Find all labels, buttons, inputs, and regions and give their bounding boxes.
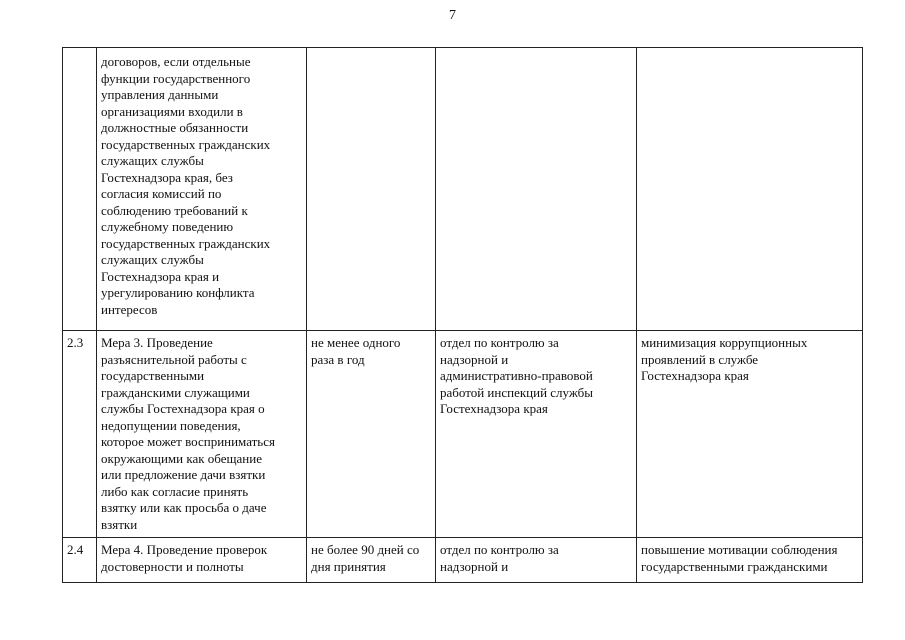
- table-row: [63, 48, 863, 331]
- term-cell: [307, 538, 436, 583]
- result-cell: [637, 48, 863, 331]
- row-number-cell: [63, 538, 97, 583]
- row-number: 2.3: [67, 335, 84, 350]
- measure-cell: [97, 331, 307, 538]
- term-cell: [307, 48, 436, 331]
- measures-table: [62, 47, 863, 583]
- measure-text: договоров, если отдельные функции государственного управления данными организациями входили в должностные обязанности государственных гражданских служащих службы Гостехнадзора края, без согласия комиссий по соблюдению требований к служебному поведению государственных гражданских служащих службы Гостехнадзора края и урегулированию конфликта интересов: [101, 54, 271, 317]
- term-cell: [307, 331, 436, 538]
- measure-text: Мера 3. Проведение разъяснительной работы с государственными гражданскими служащими службы Гостехнадзора края о недопущении поведения, которое может восприниматься окружающими как обещание или предложение дачи взятки либо как согласие принять взятку или как просьба о даче взятки: [101, 335, 275, 532]
- table-row: [63, 331, 863, 538]
- result-cell: [637, 331, 863, 538]
- executor-cell: [436, 538, 637, 583]
- row-number-cell: [63, 48, 97, 331]
- term-text: не более 90 дней со дня принятия: [311, 542, 420, 574]
- executor-text: отдел по контролю за надзорной и административно-правовой работой инспекций службы Гостехнадзора края: [440, 335, 594, 416]
- result-cell: [637, 538, 863, 583]
- executor-text: отдел по контролю за надзорной и: [440, 542, 559, 574]
- measure-text: Мера 4. Проведение проверок достоверности и полноты: [101, 542, 268, 574]
- page-number: 7: [449, 8, 456, 23]
- row-number: 2.4: [67, 542, 84, 557]
- measure-cell: [97, 538, 307, 583]
- executor-cell: [436, 331, 637, 538]
- executor-cell: [436, 48, 637, 331]
- term-text: не менее одного раза в год: [311, 335, 401, 367]
- measure-cell: [97, 48, 307, 331]
- row-number-cell: [63, 331, 97, 538]
- table-row: [63, 538, 863, 583]
- result-text: минимизация коррупционных проявлений в службе Гостехнадзора края: [641, 335, 808, 383]
- result-text: повышение мотивации соблюдения государственными гражданскими: [641, 542, 838, 574]
